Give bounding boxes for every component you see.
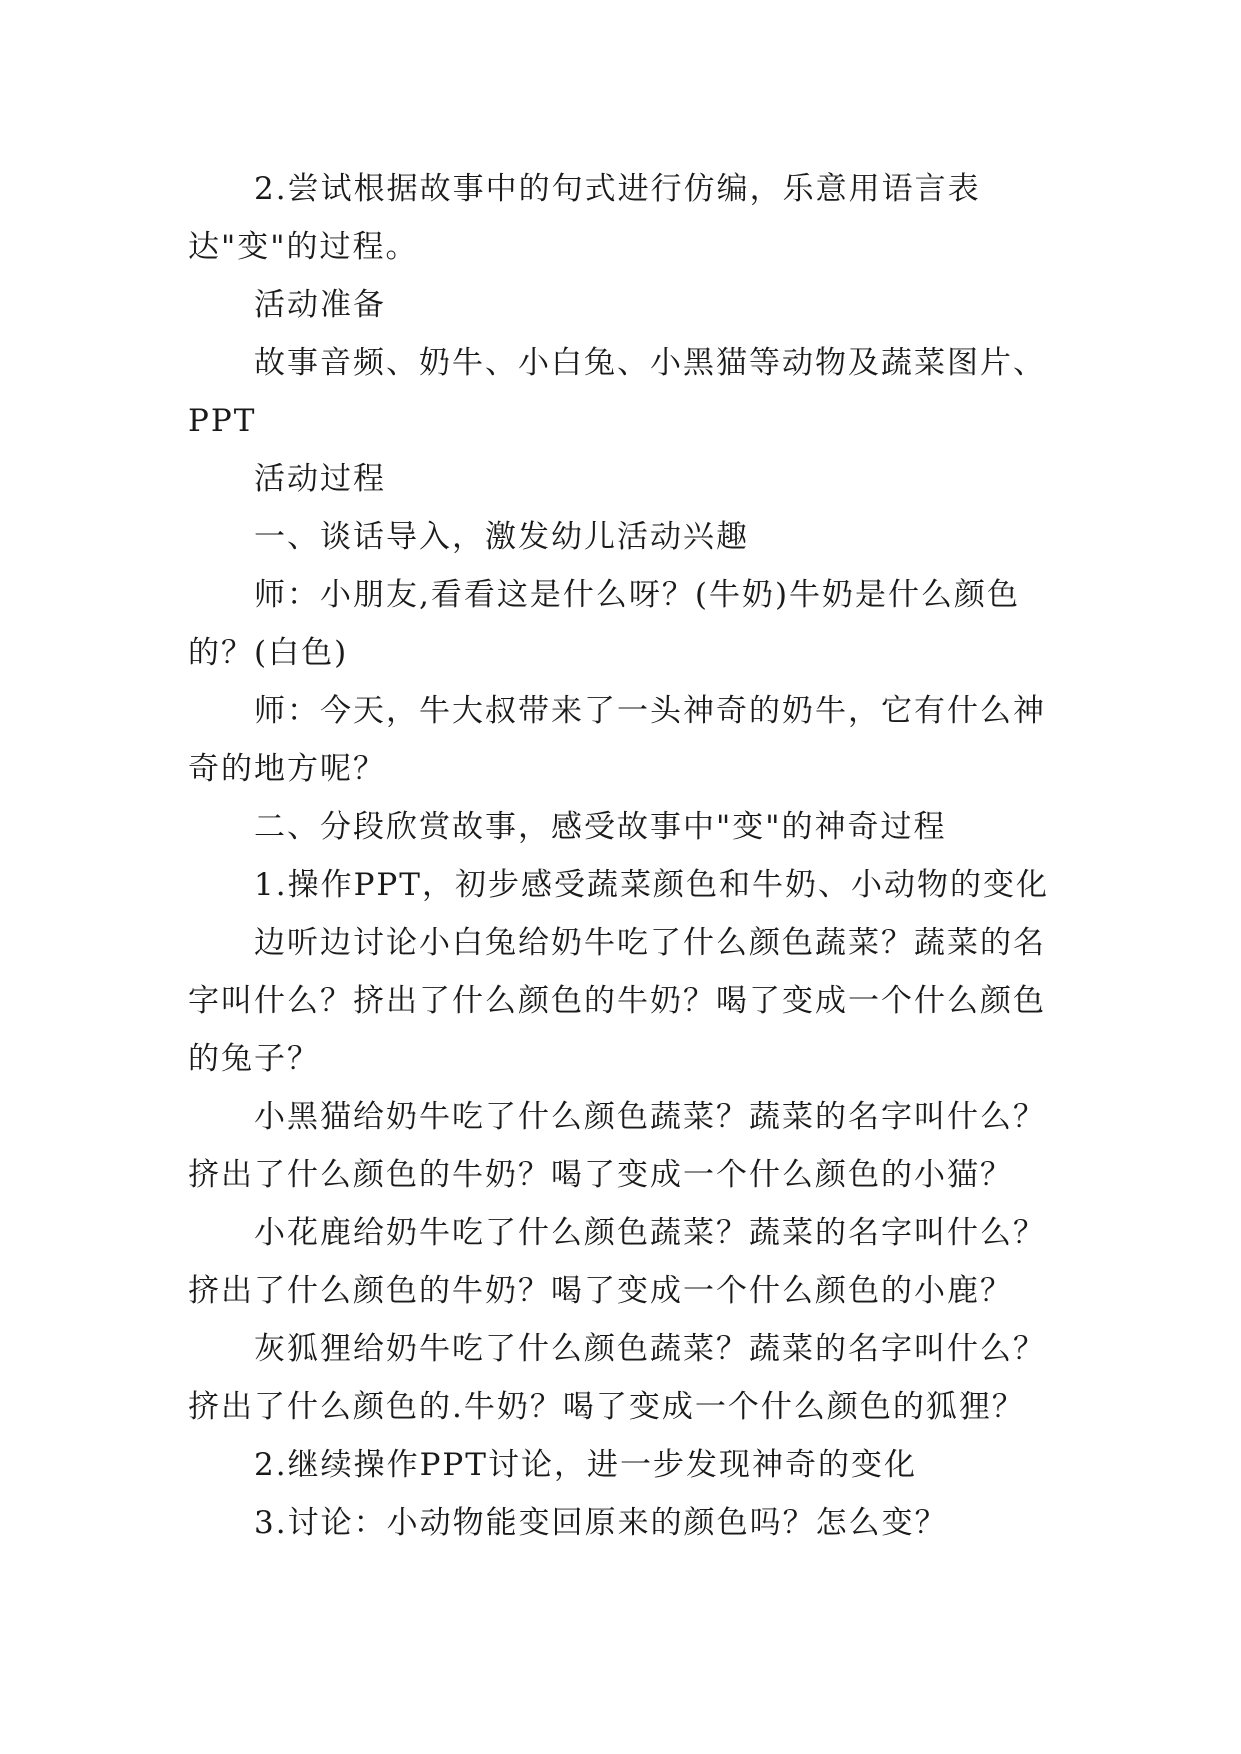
discussion-fox: 灰狐狸给奶牛吃了什么颜色蔬菜？蔬菜的名字叫什么？挤出了什么颜色的.牛奶？喝了变成一个什么颜色的狐狸？ <box>188 1331 1046 1425</box>
discussion-deer: 小花鹿给奶牛吃了什么颜色蔬菜？蔬菜的名字叫什么？挤出了什么颜色的牛奶？喝了变成一个什么颜色的小鹿？ <box>188 1215 1046 1309</box>
step-two-item-1: 1.操作PPT，初步感受蔬菜颜色和牛奶、小动物的变化 <box>254 867 1049 903</box>
document-body <box>188 160 1068 1552</box>
step-one-heading: 一、谈话导入，激发幼儿活动兴趣 <box>254 519 749 555</box>
discussion-cat: 小黑猫给奶牛吃了什么颜色蔬菜？蔬菜的名字叫什么？挤出了什么颜色的牛奶？喝了变成一个什么颜色的小猫？ <box>188 1099 1046 1193</box>
section-heading-process: 活动过程 <box>254 461 386 497</box>
teacher-question-milk: 师：小朋友,看看这是什么呀？(牛奶)牛奶是什么颜色的？(白色) <box>188 577 1021 671</box>
section-heading-preparation: 活动准备 <box>254 287 386 323</box>
objective-paragraph: 2.尝试根据故事中的句式进行仿编，乐意用语言表达"变"的过程。 <box>188 171 981 265</box>
teacher-question-cow: 师：今天，牛大叔带来了一头神奇的奶牛，它有什么神奇的地方呢？ <box>188 693 1046 787</box>
discussion-rabbit: 边听边讨论小白兔给奶牛吃了什么颜色蔬菜？蔬菜的名字叫什么？挤出了什么颜色的牛奶？喝了变成一个什么颜色的兔子？ <box>188 925 1046 1077</box>
step-two-item-3: 3.讨论：小动物能变回原来的颜色吗？怎么变？ <box>254 1505 948 1541</box>
preparation-materials: 故事音频、奶牛、小白兔、小黑猫等动物及蔬菜图片、PPT <box>188 345 1046 439</box>
step-two-heading: 二、分段欣赏故事，感受故事中"变"的神奇过程 <box>254 809 947 845</box>
step-two-item-2: 2.继续操作PPT讨论，进一步发现神奇的变化 <box>254 1447 917 1483</box>
